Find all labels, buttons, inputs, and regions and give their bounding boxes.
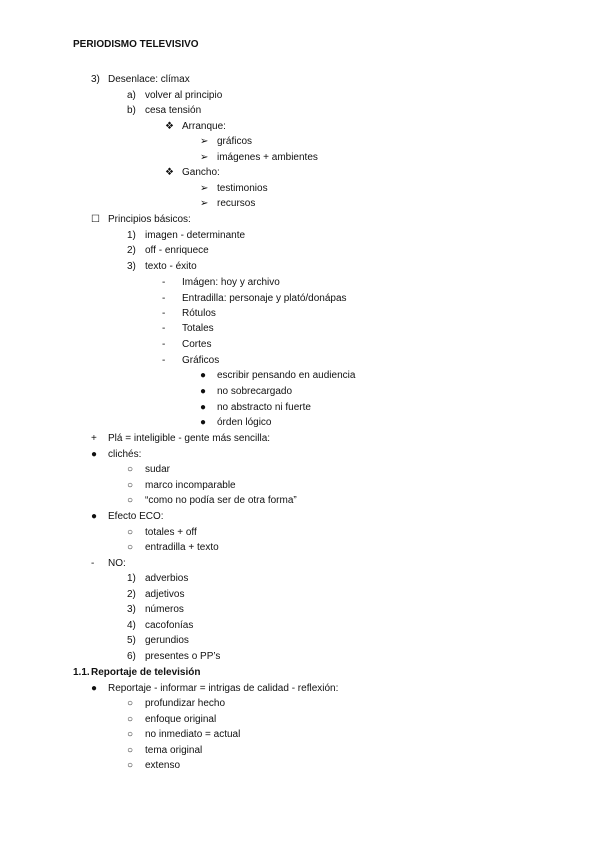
list-item-text: Gráficos xyxy=(182,355,220,366)
list-item-text: tema original xyxy=(145,745,203,756)
list-item-text: no inmediato = actual xyxy=(145,729,241,740)
list-item-text: imágenes + ambientes xyxy=(217,152,318,163)
list-marker: ● xyxy=(200,417,207,428)
list-marker: - xyxy=(91,558,95,569)
list-marker: ○ xyxy=(127,542,134,553)
list-item-text: órden lógico xyxy=(217,417,272,428)
list-marker: 4) xyxy=(127,620,136,631)
list-marker: ● xyxy=(91,511,98,522)
list-marker: ○ xyxy=(127,464,134,475)
list-marker: ● xyxy=(200,386,207,397)
list-item-text: adverbios xyxy=(145,573,189,584)
list-marker: ➢ xyxy=(200,152,209,163)
list-item-text: Imágen: hoy y archivo xyxy=(182,277,280,288)
list-item-text: gerundios xyxy=(145,635,189,646)
list-item-text: Gancho: xyxy=(182,167,220,178)
list-marker: 6) xyxy=(127,651,136,662)
list-marker: 5) xyxy=(127,635,136,646)
list-marker: ➢ xyxy=(200,198,209,209)
list-item-text: clichés: xyxy=(108,449,142,460)
list-marker: - xyxy=(162,293,166,304)
list-item-text: volver al principio xyxy=(145,90,223,101)
list-marker: b) xyxy=(127,105,136,116)
list-marker: ❖ xyxy=(165,167,174,178)
list-item-text: Entradilla: personaje y plató/donápas xyxy=(182,293,347,304)
list-item-text: marco incomparable xyxy=(145,480,236,491)
list-marker: ● xyxy=(200,402,207,413)
list-marker: ❖ xyxy=(165,121,174,132)
list-item-text: totales + off xyxy=(145,527,197,538)
list-marker: - xyxy=(162,323,166,334)
list-item-text: cacofonías xyxy=(145,620,194,631)
list-marker: ➢ xyxy=(200,136,209,147)
list-marker: - xyxy=(162,277,166,288)
list-marker: ● xyxy=(91,683,98,694)
list-marker: ➢ xyxy=(200,183,209,194)
list-item-text: entradilla + texto xyxy=(145,542,219,553)
list-item-text: “como no podía ser de otra forma” xyxy=(145,495,297,506)
list-item-text: off - enriquece xyxy=(145,245,209,256)
list-item-text: no abstracto ni fuerte xyxy=(217,402,311,413)
list-item-text: Plá = inteligible - gente más sencilla: xyxy=(108,433,271,444)
list-marker: 1.1. xyxy=(73,667,90,678)
list-item-text: Desenlace: clímax xyxy=(108,74,190,85)
list-item-text: extenso xyxy=(145,760,181,771)
list-marker: ○ xyxy=(127,714,134,725)
list-marker: ○ xyxy=(127,729,134,740)
list-marker: ● xyxy=(200,370,207,381)
list-marker: - xyxy=(162,339,166,350)
list-marker: 1) xyxy=(127,573,136,584)
list-item-text: recursos xyxy=(217,198,256,209)
list-item-text: Rótulos xyxy=(182,308,216,319)
list-marker: 2) xyxy=(127,245,136,256)
list-item-text: adjetivos xyxy=(145,589,185,600)
list-item-text: no sobrecargado xyxy=(217,386,293,397)
list-marker: ○ xyxy=(127,760,134,771)
list-marker: a) xyxy=(127,90,136,101)
list-item-text: Totales xyxy=(182,323,214,334)
list-marker: ● xyxy=(91,449,98,460)
list-marker: 1) xyxy=(127,230,136,241)
list-marker: - xyxy=(162,355,166,366)
list-marker: 3) xyxy=(91,74,100,85)
list-item-text: Arranque: xyxy=(182,121,226,132)
list-item-text: cesa tensión xyxy=(145,105,202,116)
list-item-text: Principios básicos: xyxy=(108,214,191,225)
list-item-text: números xyxy=(145,604,184,615)
list-item-text: Cortes xyxy=(182,339,212,350)
list-item-text: sudar xyxy=(145,464,171,475)
list-marker: ○ xyxy=(127,480,134,491)
section-heading: Reportaje de televisión xyxy=(91,667,201,678)
list-item-text: testimonios xyxy=(217,183,268,194)
list-item-text: texto - éxito xyxy=(145,261,197,272)
list-item-text: enfoque original xyxy=(145,714,217,725)
list-item-text: presentes o PP’s xyxy=(145,651,221,662)
list-marker: ○ xyxy=(127,745,134,756)
list-item-text: gráficos xyxy=(217,136,253,147)
list-item-text: Reportaje - informar = intrigas de calidad - reflexión: xyxy=(108,683,339,694)
list-marker: + xyxy=(91,433,97,444)
list-item-text: profundizar hecho xyxy=(145,698,226,709)
list-marker: - xyxy=(162,308,166,319)
document-title: PERIODISMO TELEVISIVO xyxy=(73,39,199,50)
list-marker: 3) xyxy=(127,261,136,272)
list-marker: ○ xyxy=(127,495,134,506)
list-item-text: imagen - determinante xyxy=(145,230,246,241)
list-marker: ☐ xyxy=(91,214,100,225)
list-item-text: Efecto ECO: xyxy=(108,511,164,522)
list-item-text: NO: xyxy=(108,558,126,569)
list-item-text: escribir pensando en audiencia xyxy=(217,370,356,381)
list-marker: 3) xyxy=(127,604,136,615)
list-marker: ○ xyxy=(127,698,134,709)
list-marker: ○ xyxy=(127,527,134,538)
list-marker: 2) xyxy=(127,589,136,600)
